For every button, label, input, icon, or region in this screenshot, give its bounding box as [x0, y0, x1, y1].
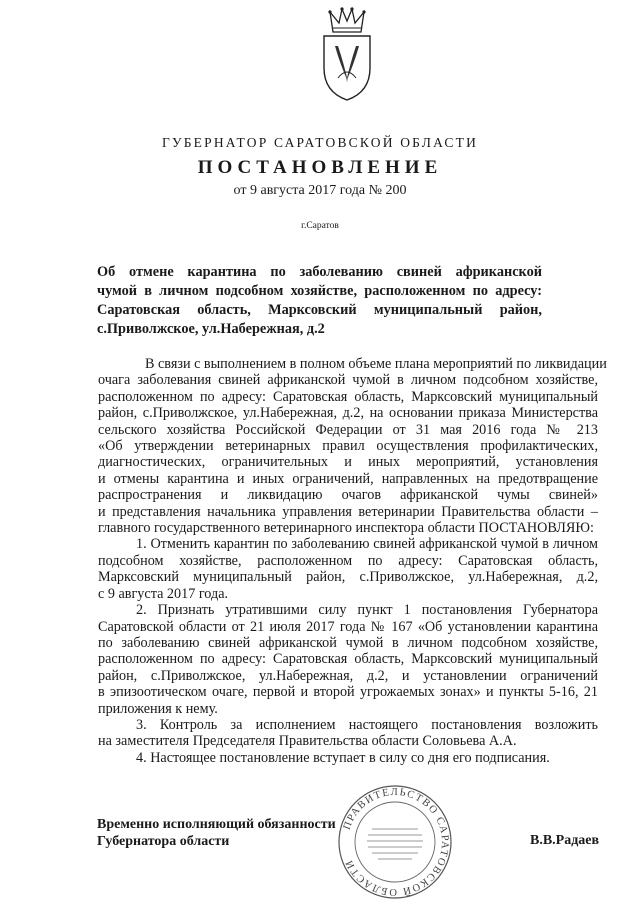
- body-line: В связи с выполнением в полном объеме плана мероприятий по ликвидации: [145, 356, 607, 372]
- document-body: [98, 356, 607, 766]
- body-line: сельского хозяйства Российской Федерации от 31 мая 2016 года № 213: [98, 421, 598, 438]
- body-line: 4. Настоящее постановление вступает в силу со дня его подписания.: [136, 749, 550, 766]
- body-line: диагностических, ограничительных и иных мероприятий, установления: [98, 454, 598, 471]
- body-line: распространения и ликвидацию очагов африканской чумы свиней»: [98, 487, 598, 504]
- document-city: г.Саратов: [301, 221, 339, 231]
- body-line: расположенном по адресу: Саратовская область, Марксовский муниципальный: [98, 388, 598, 405]
- body-line: с 9 августа 2017 года.: [98, 585, 229, 602]
- body-line: главного государственного ветеринарного инспектора области ПОСТАНОВЛЯЮ:: [98, 520, 594, 537]
- body-line: район, с.Приволжское, ул.Набережная, д.2, на основании приказа Министерства: [98, 405, 598, 422]
- subject-line: с.Приволжское, ул.Набережная, д.2: [97, 321, 325, 337]
- issuer-heading: ГУБЕРНАТОР САРАТОВСКОЙ ОБЛАСТИ: [161, 135, 479, 150]
- signatory-title-line: Губернатора области: [97, 834, 230, 849]
- body-line: 1. Отменить карантин по заболеванию свиней африканской чумой в личном: [136, 536, 598, 553]
- official-seal-stamp: [334, 783, 456, 901]
- body-line: приложения к нему.: [98, 700, 218, 717]
- body-line: «Об утверждении ветеринарных правил осуществления профилактических,: [98, 438, 598, 455]
- body-line: расположенном по адресу: Саратовская область, Марксовский муниципальный: [98, 651, 598, 668]
- signatory-title-line: Временно исполняющий обязанности: [97, 817, 336, 832]
- document-type-title: ПОСТАНОВЛЕНИЕ: [197, 157, 443, 178]
- body-line: Саратовской области от 21 июля 2017 года № 167 «Об установлении карантина: [98, 618, 598, 635]
- signatory-title: [97, 816, 336, 850]
- coat-of-arms-emblem: [318, 6, 376, 104]
- signatory-name: В.В.Радаев: [530, 833, 600, 848]
- body-line: и представления начальника управления ветеринарии Правительства области –: [98, 503, 598, 520]
- subject-line: Саратовская область, Марксовский муниципальный район,: [97, 302, 542, 318]
- body-line: по заболеванию свиней африканской чумой в личном подсобном хозяйстве,: [98, 634, 598, 651]
- body-line: район, с.Приволжское, ул.Набережная, д.2, и установлении ограничений: [98, 667, 598, 684]
- body-line: 2. Признать утратившими силу пункт 1 постановления Губернатора: [136, 602, 598, 619]
- body-line: Марксовский муниципальный район, с.Приволжское, ул.Набережная, д.2,: [98, 569, 598, 586]
- body-line: на заместителя Председателя Правительства области Соловьева А.А.: [98, 733, 517, 750]
- body-line: в эпизоотическом очаге, первой и второй угрожаемых зонах» и пункты 5-16, 21: [98, 684, 598, 701]
- body-line: подсобном хозяйстве, расположенном по адресу: Саратовская область,: [98, 552, 598, 569]
- body-line: очага заболевания свиней африканской чумой в личном подсобном хозяйстве,: [98, 372, 598, 389]
- body-line: 3. Контроль за исполнением настоящего постановления возложить: [136, 716, 598, 733]
- subject-line: чумой в личном подсобном хозяйстве, расположенном по адресу:: [97, 283, 542, 299]
- subject-line: Об отмене карантина по заболеванию свиней африканской: [97, 264, 542, 280]
- document-date-number: от 9 августа 2017 года № 200: [233, 183, 407, 198]
- document-subject: [97, 263, 542, 339]
- svg-text:ПРАВИТЕЛЬСТВО САРАТОВСКОЙ ОБЛА: ПРАВИТЕЛЬСТВО САРАТОВСКОЙ ОБЛАСТИ: [341, 786, 451, 898]
- body-line: и отмены карантина и иных ограничений, направленных на предотвращение: [98, 470, 598, 487]
